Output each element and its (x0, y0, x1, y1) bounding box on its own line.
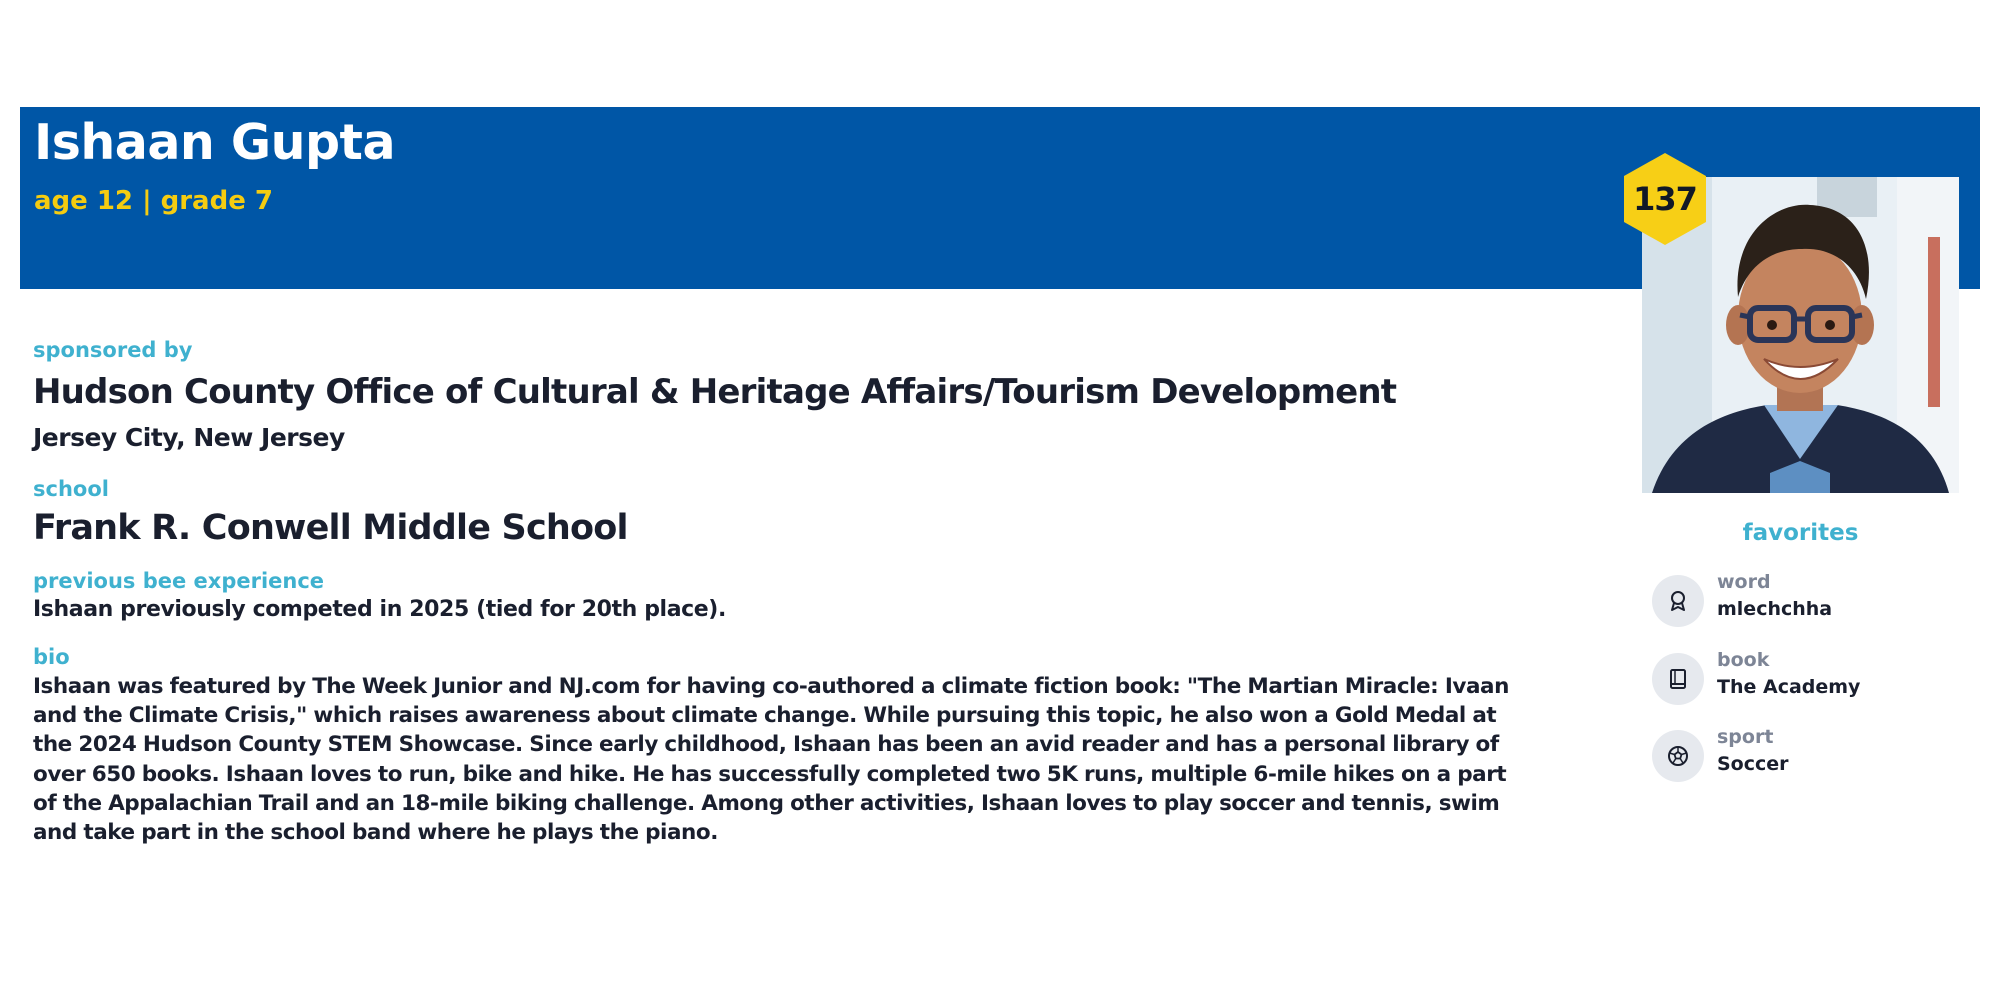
favorites-title: favorites (1742, 520, 1859, 546)
favorite-book-value: The Academy (1717, 676, 1861, 698)
favorite-word-value: mlechchha (1717, 598, 1833, 620)
speller-name: Ishaan Gupta (34, 114, 396, 171)
sponsor-name: Hudson County Office of Cultural & Heritage Affairs/Tourism Development (33, 372, 1397, 412)
school-name: Frank R. Conwell Middle School (33, 508, 628, 548)
experience-text: Ishaan previously competed in 2025 (tied for 20th place). (33, 597, 726, 622)
favorite-sport-label: sport (1717, 726, 1774, 748)
favorite-word-label: word (1717, 571, 1771, 593)
sponsor-location: Jersey City, New Jersey (33, 423, 345, 452)
book-icon (1652, 653, 1704, 705)
favorite-word (1652, 571, 1972, 631)
bio-label: bio (33, 645, 70, 669)
school-label: school (33, 477, 109, 501)
experience-label: previous bee experience (33, 569, 325, 593)
favorite-book-label: book (1717, 649, 1770, 671)
sponsor-label: sponsored by (33, 338, 193, 362)
favorite-book (1652, 649, 1972, 709)
speller-number: 137 (1633, 180, 1697, 218)
age-grade: age 12 | grade 7 (34, 186, 273, 216)
favorite-sport (1652, 726, 1972, 786)
soccer-ball-icon (1652, 730, 1704, 782)
bio-text: Ishaan was featured by The Week Junior and NJ.com for having co-authored a climate fiction book: "The Martian Miracle: Ivaan and the Climate Crisis," which raises awareness about climate change. While pursuing this topic, he also won a Gold Medal at the 2024 Hudson County STEM Showcase. Since early childhood, Ishaan has been an avid reader and has a personal library of over 650 books. Ishaan loves to run, bike and hike. He has successfully completed two 5K runs, multiple 6-mile hikes on a part of the Appalachian Trail and an 18-mile biking challenge. Among other activities, Ishaan loves to play soccer and tennis, swim and take part in the school band where he plays the piano. (33, 674, 1509, 846)
award-ribbon-icon (1652, 575, 1704, 627)
favorite-sport-value: Soccer (1717, 753, 1789, 775)
